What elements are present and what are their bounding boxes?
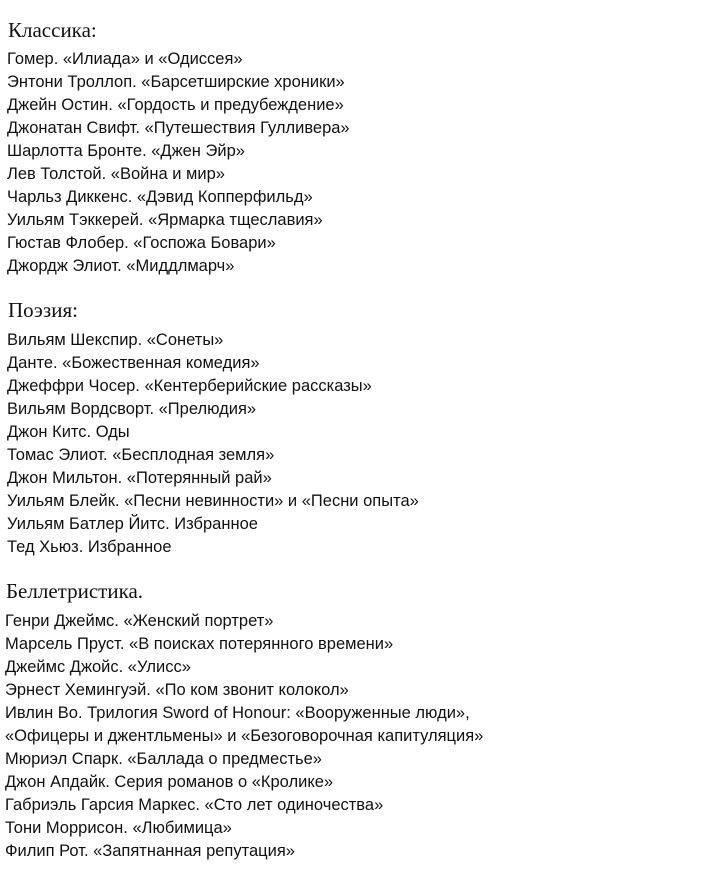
list-item: «Офицеры и джентльмены» и «Безоговорочная капитуляция» [5, 727, 484, 745]
list-item: Гюстав Флобер. «Госпожа Бовари» [7, 234, 276, 252]
list-item: Уильям Батлер Йитс. Избранное [7, 515, 258, 533]
list-item: Томас Элиот. «Бесплодная земля» [7, 446, 275, 464]
list-item: Мюриэл Спарк. «Баллада о предместье» [5, 750, 322, 768]
section-heading-classics: Классика: [8, 18, 97, 42]
fiction-list [5, 610, 483, 863]
list-item: Ивлин Во. Трилогия Sword of Honour: «Вооруженные люди», [5, 704, 470, 722]
list-item: Джон Мильтон. «Потерянный рай» [7, 469, 272, 487]
list-item: Вильям Вордсворт. «Прелюдия» [7, 400, 257, 418]
list-item: Джейн Остин. «Гордость и предубеждение» [7, 96, 344, 114]
poetry-list [7, 329, 419, 559]
list-item: Джон Апдайк. Серия романов о «Кролике» [5, 773, 334, 791]
list-item: Чарльз Диккенс. «Дэвид Копперфильд» [7, 188, 313, 206]
section-heading-fiction: Беллетристика. [6, 579, 144, 603]
list-item: Уильям Тэккерей. «Ярмарка тщеславия» [7, 211, 323, 229]
list-item: Филип Рот. «Запятнанная репутация» [5, 842, 295, 860]
list-item: Уильям Блейк. «Песни невинности» и «Песни опыта» [7, 492, 419, 510]
list-item: Гомер. «Илиада» и «Одиссея» [7, 50, 243, 68]
section-heading-poetry: Поэзия: [8, 298, 78, 322]
list-item: Генри Джеймс. «Женский портрет» [5, 612, 274, 630]
list-item: Марсель Пруст. «В поисках потерянного времени» [5, 635, 394, 653]
list-item: Энтони Троллоп. «Барсетширские хроники» [7, 73, 345, 91]
list-item: Данте. «Божественная комедия» [7, 354, 260, 372]
list-item: Джеймс Джойс. «Улисс» [5, 658, 191, 676]
list-item: Джон Китс. Оды [7, 423, 130, 441]
list-item: Тони Моррисон. «Любимица» [5, 819, 232, 837]
classics-list [7, 48, 350, 278]
list-item: Габриэль Гарсия Маркес. «Сто лет одиночества» [5, 796, 384, 814]
list-item: Тед Хьюз. Избранное [7, 538, 172, 556]
list-item: Джордж Элиот. «Миддлмарч» [7, 257, 235, 275]
list-item: Вильям Шекспир. «Сонеты» [7, 331, 224, 349]
list-item: Эрнест Хемингуэй. «По ком звонит колокол» [5, 681, 349, 699]
list-item: Джеффри Чосер. «Кентерберийские рассказы» [7, 377, 372, 395]
list-item: Джонатан Свифт. «Путешествия Гулливера» [7, 119, 350, 137]
list-item: Лев Толстой. «Война и мир» [7, 165, 225, 183]
list-item: Шарлотта Бронте. «Джен Эйр» [7, 142, 245, 160]
